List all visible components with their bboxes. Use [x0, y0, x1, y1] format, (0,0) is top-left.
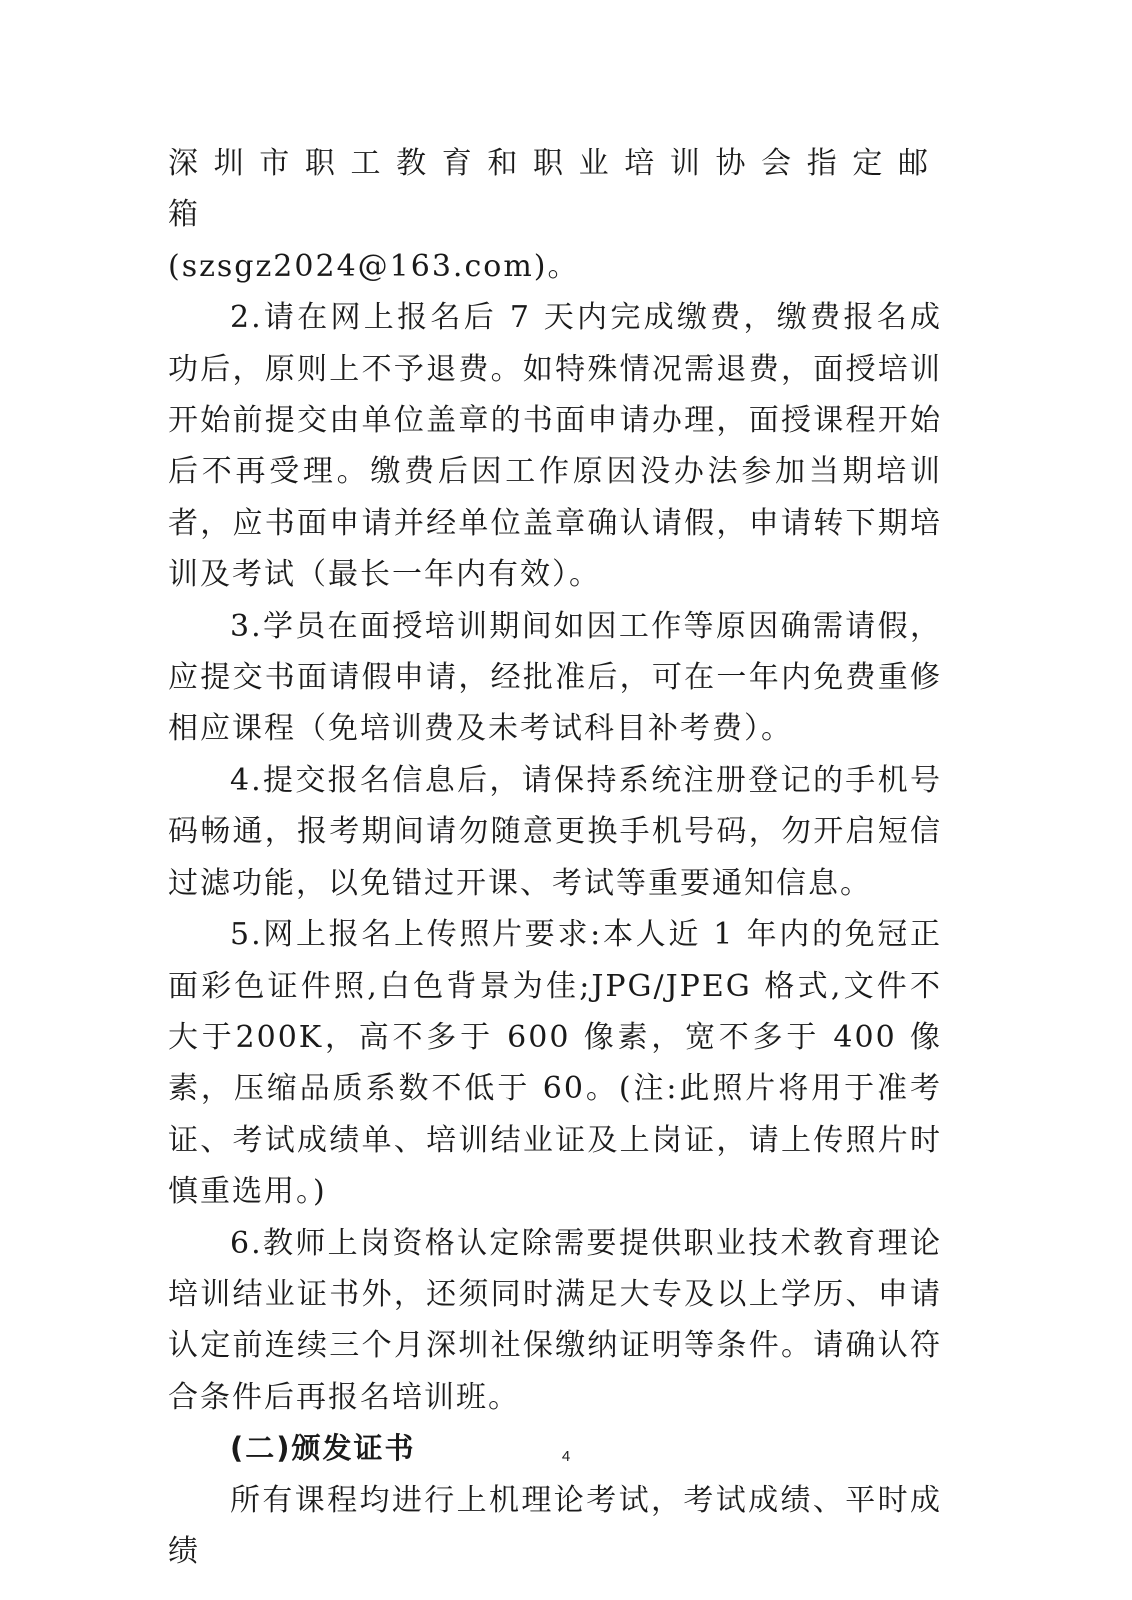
item-4-phone-notice: 4.提交报名信息后，请保持系统注册登记的手机号码畅通，报考期间请勿随意更换手机号码，勿开启短信过滤功能，以免错过开课、考试等重要通知信息。 [168, 762, 942, 901]
page-number: 4 [561, 1448, 571, 1465]
item-5-photo-requirements: 5.网上报名上传照片要求:本人近 1 年内的免冠正面彩色证件照,白色背景为佳;JPG/JPEG 格式,文件不大于200K，高不多于 600 像素，宽不多于 400 像素，压缩品质系数不低于 60。(注:此照片将用于准考证、考试成绩单、培训结业证及上岗证，请上传照片时慎重选用。) [168, 917, 942, 1210]
certificate-paragraph: 所有课程均进行上机理论考试，考试成绩、平时成绩 [168, 1482, 942, 1569]
body-text [168, 138, 942, 1577]
item-6-teacher-qualification: 6.教师上岗资格认定除需要提供职业技术教育理论培训结业证书外，还须同时满足大专及以上学历、申请认定前连续三个月深圳社保缴纳证明等条件。请确认符合条件后再报名培训班。 [168, 1225, 942, 1415]
email-line: 深圳市职工教育和职业培训协会指定邮箱 [168, 146, 942, 233]
item-3-leave-policy: 3.学员在面授培训期间如因工作等原因确需请假，应提交书面请假申请，经批准后，可在一年内免费重修相应课程（免培训费及未考试科目补考费）。 [168, 608, 942, 747]
item-2-refund-policy: 2.请在网上报名后 7 天内完成缴费，缴费报名成功后，原则上不予退费。如特殊情况需退费，面授培训开始前提交由单位盖章的书面申请办理，面授课程开始后不再受理。缴费后因工作原因没办法参加当期培训者，应书面申请并经单位盖章确认请假，申请转下期培训及考试（最长一年内有效）。 [168, 300, 942, 593]
email-address-line: (szsgz2024@163.com)。 [168, 248, 580, 284]
section-heading-certificates: (二)颁发证书 [230, 1431, 416, 1466]
